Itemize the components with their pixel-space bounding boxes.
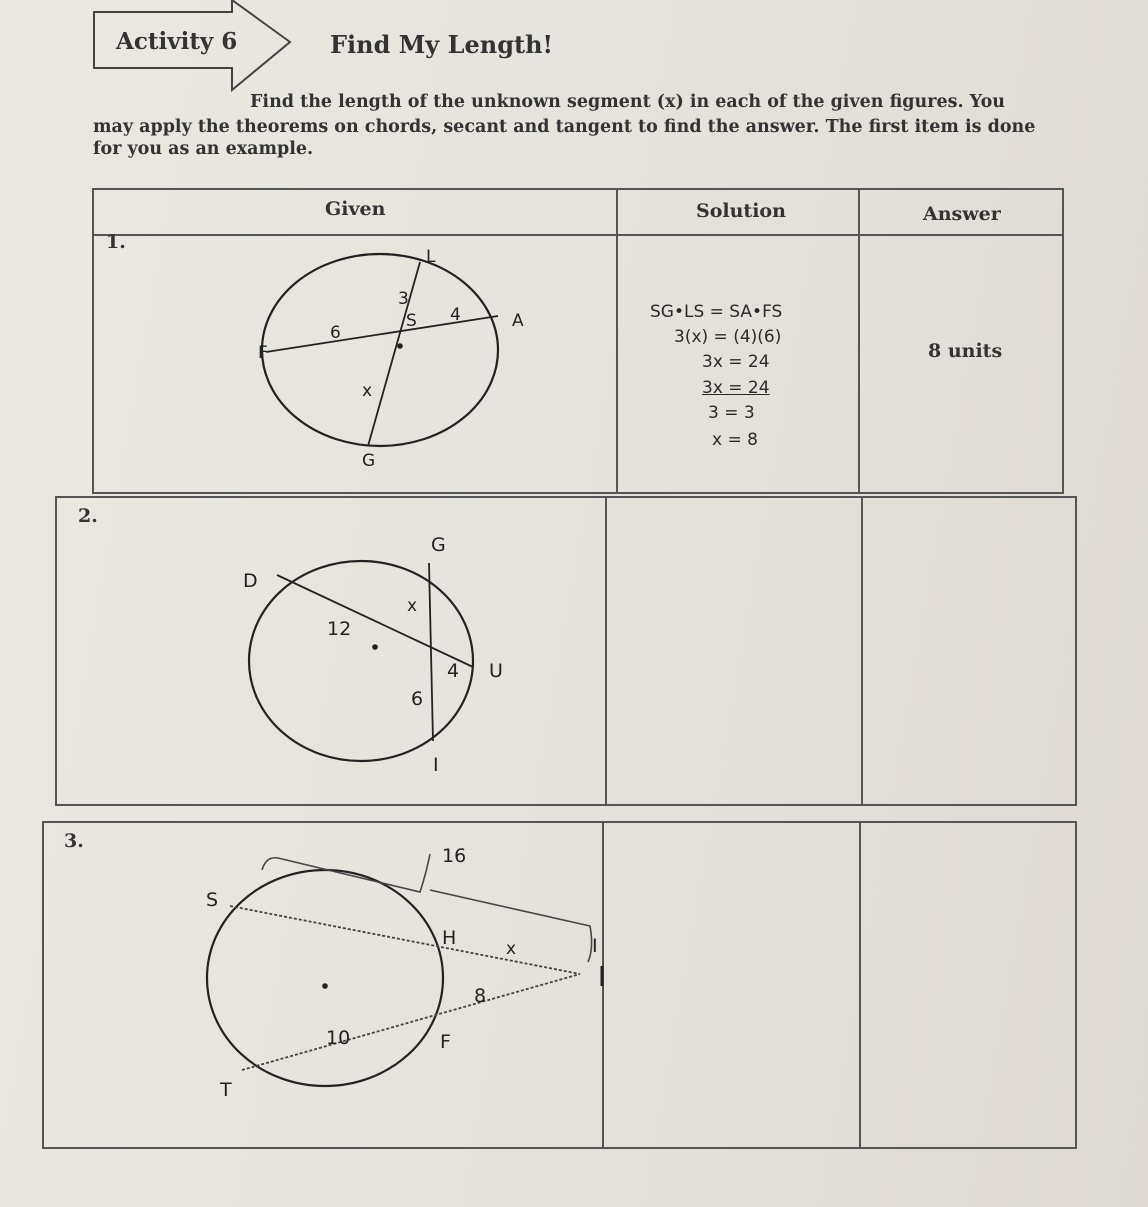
instruction-line-1: Find the length of the unknown segment (x) in each of the given figures. You xyxy=(250,92,1006,112)
column-divider-2 xyxy=(858,188,860,492)
header-answer: Answer xyxy=(923,203,1001,225)
fig2-label-G: G xyxy=(431,534,446,556)
fig1-label-S: S xyxy=(406,311,417,331)
fig1-label-F: F xyxy=(258,343,268,363)
fig3-label-10: 10 xyxy=(326,1027,351,1049)
fig2-label-x: x xyxy=(407,596,418,616)
column-divider-4 xyxy=(861,496,863,804)
fig3-label-x: x xyxy=(506,939,517,959)
fig3-label-T: T xyxy=(220,1079,232,1101)
activity-label: Activity 6 xyxy=(116,28,238,55)
fig3-label-16: 16 xyxy=(442,845,467,867)
fig1-label-L: L xyxy=(426,247,436,267)
solution-1-step-4-numerator: 3x = 24 xyxy=(702,378,770,398)
column-divider-1 xyxy=(616,188,618,492)
figure-1-circle-chords xyxy=(240,240,540,480)
fig2-label-6: 6 xyxy=(411,688,424,710)
figure-2-circle-chords xyxy=(225,525,525,780)
solution-1-step-1: SG•LS = SA•FS xyxy=(650,302,783,322)
fig2-label-D: D xyxy=(243,570,258,592)
column-divider-6 xyxy=(859,821,861,1147)
solution-1-step-4-denominator: 3 = 3 xyxy=(708,403,755,423)
table-block-2 xyxy=(55,496,1077,806)
solution-1-step-3: 3x = 24 xyxy=(702,352,770,372)
instruction-line-3: for you as an example. xyxy=(93,139,314,159)
answer-1: 8 units xyxy=(928,340,1003,362)
column-divider-3 xyxy=(605,496,607,804)
fig2-label-12: 12 xyxy=(327,618,352,640)
fig3-label-S: S xyxy=(206,889,219,911)
item-3-number: 3. xyxy=(64,830,84,852)
fig1-label-x: x xyxy=(362,381,373,401)
activity-title: Find My Length! xyxy=(330,30,554,59)
fig2-label-U: U xyxy=(489,660,503,682)
figure-3-secants xyxy=(180,830,610,1110)
fig3-label-I: I xyxy=(592,935,598,957)
fig1-label-3: 3 xyxy=(398,289,409,309)
solution-1-step-2: 3(x) = (4)(6) xyxy=(674,327,782,347)
fig3-label-H: H xyxy=(442,927,457,949)
fig1-label-G: G xyxy=(362,451,376,471)
header-solution: Solution xyxy=(696,200,786,222)
fig1-label-A: A xyxy=(512,311,524,331)
fig2-label-4: 4 xyxy=(447,660,460,682)
fig1-label-4: 4 xyxy=(450,305,461,325)
fig3-label-8: 8 xyxy=(474,985,487,1007)
fig3-label-F: F xyxy=(440,1031,451,1053)
solution-1-step-5: x = 8 xyxy=(712,430,758,450)
fig2-label-I: I xyxy=(433,754,439,776)
instruction-line-2: may apply the theorems on chords, secant and tangent to find the answer. The first item is done xyxy=(93,117,1036,137)
header-divider xyxy=(92,234,1062,236)
item-2-number: 2. xyxy=(78,505,98,527)
fig1-label-6: 6 xyxy=(330,323,341,343)
item-1-number: 1. xyxy=(106,231,126,253)
header-given: Given xyxy=(325,198,386,220)
